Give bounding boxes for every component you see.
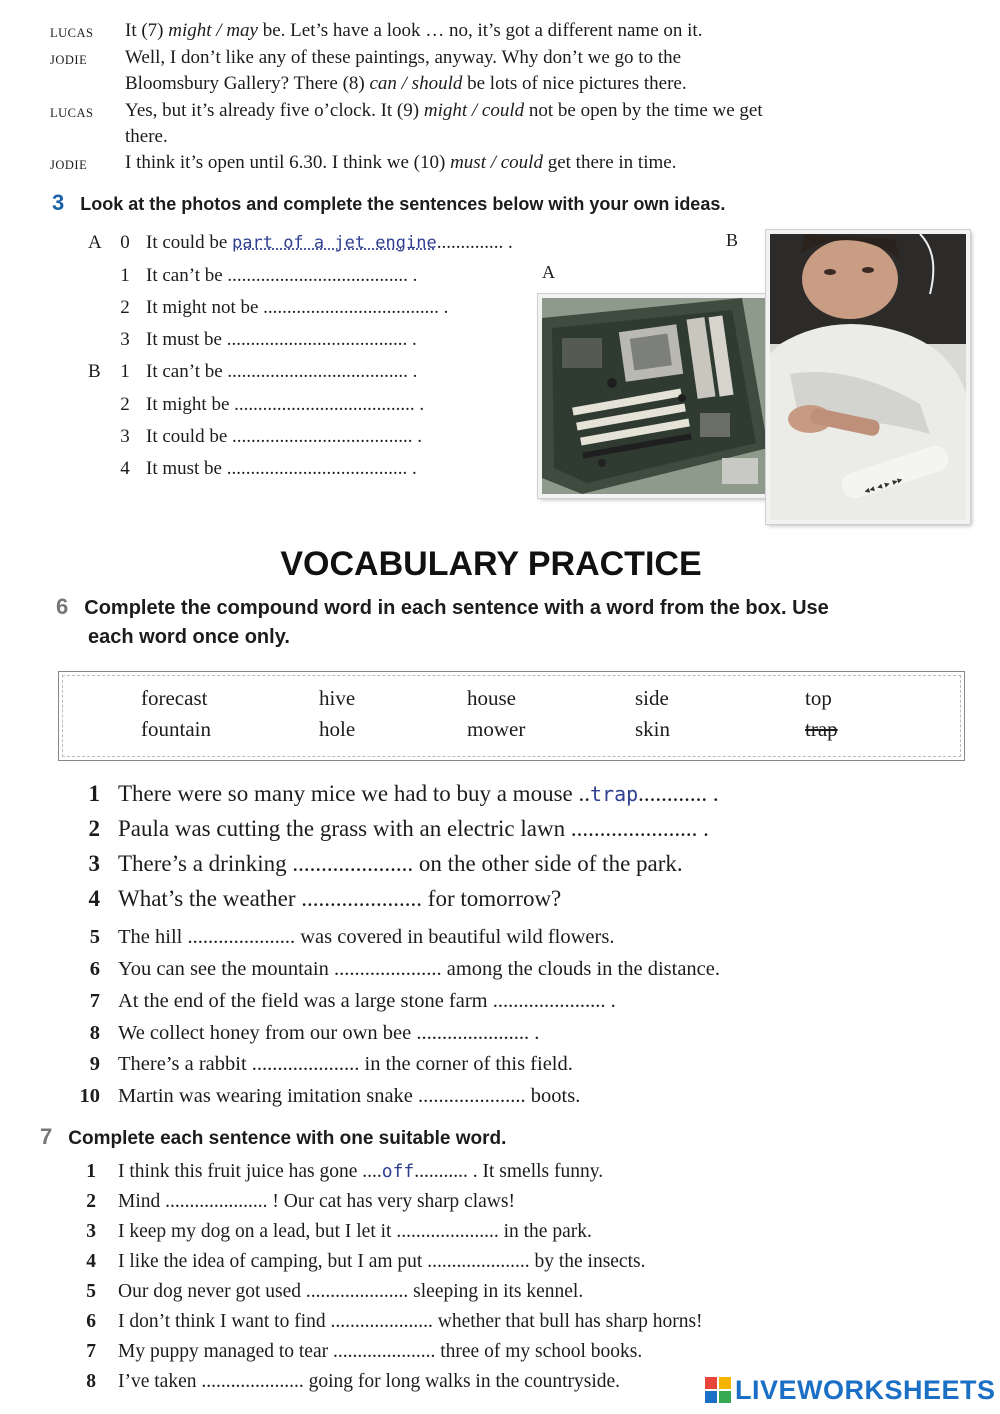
- dialogue-text: Bloomsbury Gallery? There (8): [125, 73, 370, 94]
- sentence-number: 10: [79, 1085, 100, 1107]
- word-option: forecast: [141, 686, 208, 710]
- svg-text:◂◂ ◂ ▸ ▸▸: ◂◂ ◂ ▸ ▸▸: [862, 474, 905, 498]
- exercise-number: 3: [52, 190, 65, 215]
- line-text: It could be: [146, 426, 233, 447]
- line-text: It can’t be: [146, 361, 228, 382]
- answer-blank[interactable]: ......................................: [227, 361, 408, 382]
- answer-blank[interactable]: ......................................: [232, 426, 413, 447]
- word-option: mower: [467, 717, 526, 741]
- dialogue-text: get there in time.: [542, 152, 677, 173]
- exercise-6-heading: [56, 594, 956, 620]
- line-number: 0: [120, 232, 130, 253]
- sentence-number: 2: [88, 816, 100, 841]
- line-end: .: [507, 232, 513, 253]
- sentence-text: side.: [583, 1371, 621, 1392]
- word-option: fountain: [141, 717, 211, 741]
- section-title: VOCABULARY PRACTICE: [280, 545, 702, 583]
- exercise-number: 6: [56, 594, 69, 619]
- sentence-number: 4: [86, 1251, 96, 1272]
- word-option: top: [805, 686, 832, 710]
- man-with-remote-image: [770, 234, 966, 520]
- sentence-text: I think this fruit juice has gone ....: [118, 1161, 382, 1182]
- exercise-number: 7: [40, 1124, 53, 1149]
- line-end: .: [412, 265, 418, 286]
- answer-blank[interactable]: ......................................: [226, 458, 408, 479]
- exercise-3-heading: [52, 190, 725, 216]
- word-option-used: trap: [805, 717, 838, 741]
- answer-blank[interactable]: .....................................: [263, 297, 439, 318]
- sentence-text[interactable]: There’s a drinking ..................... on the other side of the park.: [118, 851, 683, 876]
- sentence-text[interactable]: I like the idea of camping, but I am put ..................... by the insects.: [118, 1251, 646, 1272]
- sentence-text[interactable]: I keep my dog on a lead, but I let it ..................... in the park.: [118, 1221, 592, 1242]
- sentence-text[interactable]: At the end of the field was a large stone farm ...................... .: [118, 990, 616, 1012]
- word-option: skin: [635, 717, 671, 741]
- sentence-text[interactable]: We collect honey from our own bee ...................... .: [118, 1022, 540, 1044]
- sentence-number: 2: [86, 1191, 96, 1212]
- dialogue-text: Well, I don’t like any of these paintings, anyway. Why don’t we go to the: [125, 47, 682, 68]
- sentence-number: 1: [86, 1161, 96, 1182]
- line-number: 3: [120, 426, 130, 447]
- group-label: B: [88, 361, 101, 382]
- sentence-number: 8: [86, 1371, 96, 1392]
- speaker-label: LUCAS: [50, 106, 94, 120]
- dialogue-text: be lots of nice pictures there.: [462, 73, 687, 94]
- sentence-text[interactable]: You can see the mountain ..................... among the clouds in the distance.: [118, 958, 720, 980]
- exercise-instruction: Complete the compound word in each sentence with a word from the box. Use: [84, 597, 829, 619]
- dialogue-text: not be open by the time we get: [524, 100, 763, 121]
- line-text: It might not be: [146, 297, 264, 318]
- sentence-text[interactable]: There’s a rabbit ..................... in the corner of this field.: [118, 1053, 573, 1075]
- dialogue-line: [50, 150, 950, 176]
- line-number: 1: [120, 265, 130, 286]
- dialogue-choice: might / may: [168, 20, 258, 41]
- exercise-instruction: Look at the photos and complete the sentences below with your own ideas.: [80, 194, 726, 214]
- dialogue-line: [50, 98, 950, 124]
- exercise-instruction: Complete each sentence with one suitable word.: [68, 1128, 507, 1149]
- sentence-text[interactable]: What’s the weather ..................... for tomorrow?: [118, 886, 562, 911]
- sentence-number: 7: [86, 1341, 96, 1362]
- group-label: A: [88, 232, 102, 253]
- answer-blank[interactable]: ......................................: [234, 394, 415, 415]
- line-end: .: [443, 297, 449, 318]
- line-number: 2: [120, 394, 130, 415]
- speaker-label: JODIE: [50, 53, 88, 67]
- line-number: 1: [120, 361, 130, 382]
- word-option: hive: [319, 686, 356, 710]
- answer-input[interactable]: part of a jet engine: [232, 233, 437, 253]
- exercise-7-heading: [40, 1124, 940, 1150]
- answer-input[interactable]: off: [381, 1161, 415, 1182]
- sentence-number: 9: [89, 1053, 100, 1075]
- sentence-number: 3: [86, 1221, 96, 1242]
- liveworksheets-logo[interactable]: [705, 1373, 995, 1407]
- line-text: It could be: [146, 232, 233, 253]
- answer-input[interactable]: trap: [589, 782, 639, 806]
- sentence-text: ............ .: [638, 781, 719, 806]
- dialogue-line: [50, 71, 950, 97]
- sentence-number: 8: [89, 1022, 100, 1044]
- line-text: It can’t be: [146, 265, 228, 286]
- sentence-text[interactable]: The hill ..................... was covered in beautiful wild flowers.: [118, 926, 615, 948]
- line-number: 2: [120, 297, 130, 318]
- speaker-label: LUCAS: [50, 26, 94, 40]
- sentence-text: ........... . It smells funny.: [414, 1161, 604, 1182]
- logo-text: LIVEWORKSHEETS: [735, 1375, 996, 1405]
- sentence-number: 3: [88, 851, 100, 876]
- sentence-text: There were so many mice we had to buy a mouse ..: [118, 781, 590, 806]
- word-box: [58, 671, 965, 761]
- sentence-text[interactable]: Our dog never got used ..................... sleeping in its kennel.: [118, 1281, 584, 1302]
- line-text: It must be: [146, 329, 227, 350]
- dialogue-text: Yes, but it’s already five o’clock. It (9): [125, 100, 424, 121]
- dialogue-choice: might / could: [423, 100, 525, 121]
- sentence-text[interactable]: I don’t think I want to find ..................... whether that bull has sharp horns!: [118, 1311, 703, 1332]
- dialogue-text: be. Let’s have a look … no, it’s got a different name on it.: [257, 20, 703, 41]
- logo-mark-icon: [705, 1377, 731, 1403]
- photo-b-man-with-remote: [766, 230, 970, 524]
- sentence-number: 5: [89, 926, 100, 948]
- dialogue-choice: can / should: [369, 73, 463, 94]
- sentence-text[interactable]: My puppy managed to tear ..................... three of my school books.: [118, 1341, 643, 1362]
- dialogue-text: I think it’s open until 6.30. I think we (10): [125, 152, 451, 173]
- dialogue-line: [50, 124, 950, 150]
- dialogue-line: [50, 45, 950, 71]
- line-end: .: [412, 361, 418, 382]
- photo-label-b: B: [726, 230, 739, 250]
- word-option: hole: [319, 717, 356, 741]
- sentence-number: 5: [86, 1281, 96, 1302]
- sentence-number: 4: [88, 886, 100, 911]
- sentence-text[interactable]: I’ve taken ..................... going for long walks in the country: [118, 1371, 584, 1392]
- photo-a-circuit-board: [538, 294, 772, 498]
- answer-blank[interactable]: ..............: [436, 232, 504, 253]
- word-option: house: [467, 686, 516, 710]
- answer-blank[interactable]: ......................................: [226, 329, 408, 350]
- line-text: It might be: [146, 394, 235, 415]
- line-number: 3: [120, 329, 130, 350]
- line-number: 4: [120, 458, 130, 479]
- line-end: .: [412, 458, 417, 479]
- dialogue-line: [50, 18, 950, 44]
- sentence-number: 6: [86, 1311, 96, 1332]
- sentence-text[interactable]: Mind ..................... ! Our cat has very sharp claws!: [118, 1191, 515, 1212]
- speaker-label: JODIE: [50, 158, 88, 172]
- line-end: .: [417, 426, 423, 447]
- circuit-board-image: [542, 298, 768, 494]
- sentence-number: 6: [89, 958, 100, 980]
- sentence-text[interactable]: Martin was wearing imitation snake ..................... boots.: [118, 1085, 581, 1107]
- sentence-number: 7: [89, 990, 100, 1012]
- line-end: .: [412, 329, 417, 350]
- dialogue-choice: must / could: [450, 152, 543, 173]
- line-end: .: [419, 394, 425, 415]
- sentence-number: 1: [88, 781, 100, 806]
- exercise-instruction-continued: each word once only.: [88, 626, 290, 648]
- dialogue-text: there.: [125, 126, 168, 147]
- sentence-text[interactable]: Paula was cutting the grass with an electric lawn ...................... .: [118, 816, 709, 841]
- line-text: It must be: [146, 458, 227, 479]
- dialogue-text: It (7): [125, 20, 169, 41]
- photo-label-a: A: [542, 262, 555, 282]
- word-option: side: [635, 686, 669, 710]
- answer-blank[interactable]: ......................................: [227, 265, 408, 286]
